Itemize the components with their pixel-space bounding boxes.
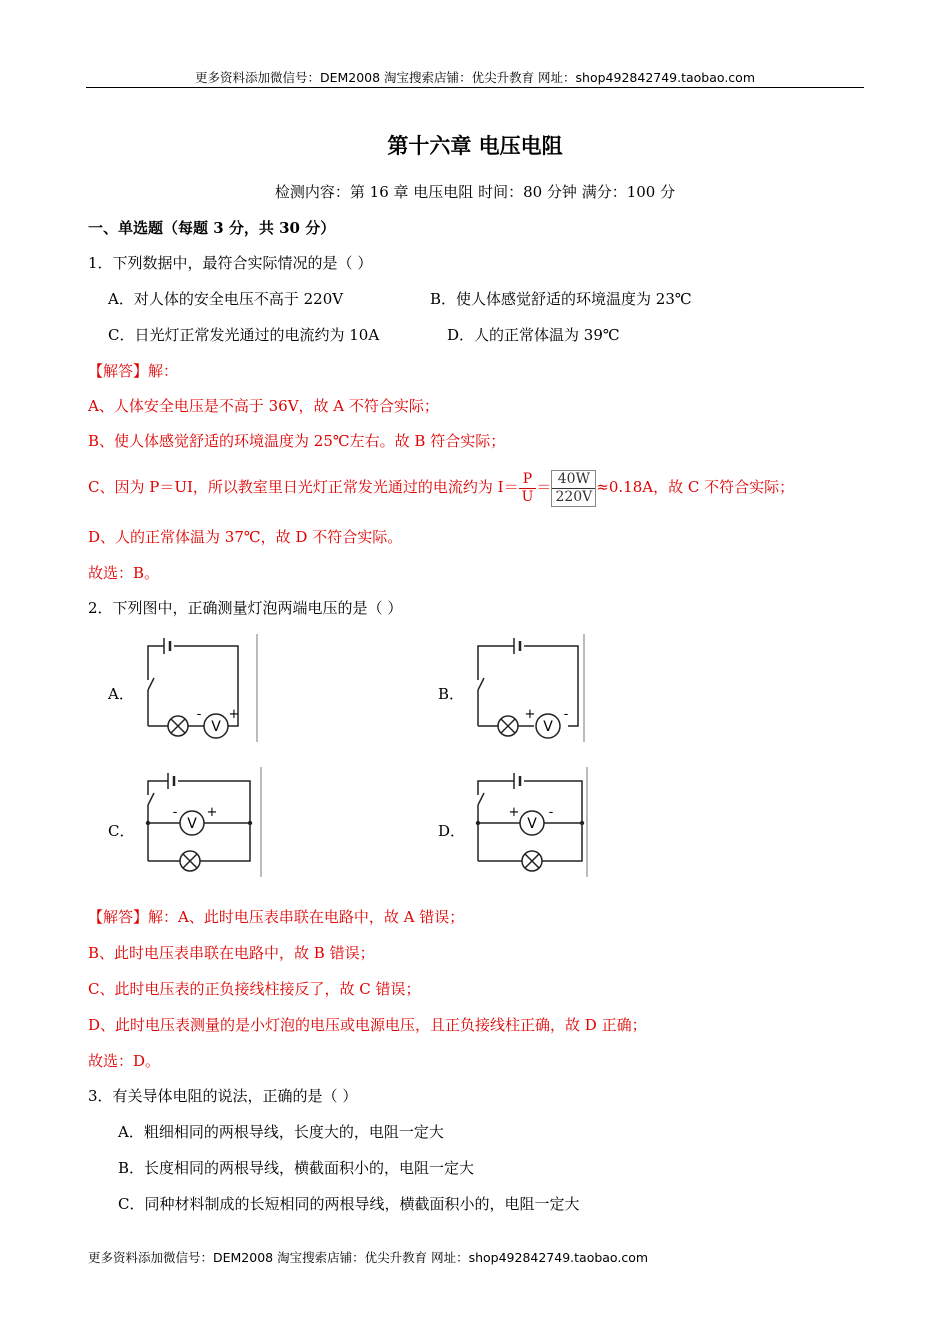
terminal-minus: -	[548, 805, 554, 820]
fraction-numerator: P	[519, 471, 537, 489]
q2-stem: 2．下列图中，正确测量灯泡两端电压的是（ ）	[88, 599, 403, 617]
q2-answer-d: D、此时电压表测量的是小灯泡的电压或电源电压，且正负接线柱正确，故 D 正确；	[88, 1016, 647, 1034]
q3-stem: 3．有关导体电阻的说法，正确的是（ ）	[88, 1087, 358, 1105]
q1-answer-a: A、人体安全电压是不高于 36V，故 A 不符合实际；	[88, 397, 439, 415]
circuit-diagram-a	[140, 630, 260, 745]
q2-label-c: C．	[108, 822, 135, 840]
q2-label-a: A．	[108, 685, 134, 703]
q1-answer-choice: 故选：B。	[88, 564, 160, 582]
fraction-numerator: 40W	[552, 471, 595, 489]
voltmeter-label: V	[543, 719, 553, 735]
q1-answer-b: B、使人体感觉舒适的环境温度为 25℃左右。故 B 符合实际；	[88, 432, 506, 450]
q3-option-b: B．长度相同的两根导线，横截面积小的，电阻一定大	[118, 1159, 475, 1177]
circuit-diagram-b	[470, 630, 590, 745]
q3-option-c: C．同种材料制成的长短相同的两根导线，横截面积小的，电阻一定大	[118, 1195, 580, 1213]
q2-answer-c: C、此时电压表的正负接线柱接反了，故 C 错误；	[88, 980, 421, 998]
q2-label-d: D．	[438, 822, 466, 840]
voltmeter-label: V	[211, 719, 221, 735]
fraction-p-over-u	[519, 471, 537, 506]
q1-option-a: A．对人体的安全电压不高于 220V	[108, 290, 344, 308]
voltmeter-label: V	[187, 816, 197, 832]
q3-option-a: A．粗细相同的两根导线，长度大的，电阻一定大	[118, 1123, 444, 1141]
q1-answer-c	[88, 466, 794, 508]
q1-stem: 1．下列数据中，最符合实际情况的是（ ）	[88, 254, 373, 272]
fraction-40w-over-220v	[551, 470, 596, 507]
equals-sign: ＝	[536, 478, 552, 496]
q1-option-c: C．日光灯正常发光通过的电流约为 10A	[108, 326, 380, 344]
voltmeter-label: V	[527, 816, 537, 832]
q1-answer-d: D、人的正常体温为 37℃，故 D 不符合实际。	[88, 528, 403, 546]
q2-answer-a: 【解答】解：A、此时电压表串联在电路中，故 A 错误；	[88, 908, 465, 926]
terminal-minus: -	[196, 707, 202, 722]
page-title: 第十六章 电压电阻	[387, 134, 563, 158]
terminal-plus: +	[206, 805, 218, 820]
q2-answer-b: B、此时电压表串联在电路中，故 B 错误；	[88, 944, 375, 962]
terminal-plus: +	[524, 707, 536, 722]
q1-answer-c-pre: C、因为 P＝UI，所以教室里日光灯正常发光通过的电流约为 I＝	[88, 478, 519, 496]
terminal-minus: -	[172, 805, 178, 820]
terminal-plus: +	[228, 707, 240, 722]
q2-label-b: B．	[438, 685, 465, 703]
page-subtitle: 检测内容：第 16 章 电压电阻 时间：80 分钟 满分：100 分	[274, 183, 676, 201]
q1-option-d: D．人的正常体温为 39℃	[447, 326, 620, 344]
header-rule	[86, 87, 864, 88]
circuit-diagram-d	[470, 765, 595, 880]
q1-answer-c-post: ≈0.18A，故 C 不符合实际；	[596, 478, 795, 496]
circuit-diagram-c	[140, 765, 265, 880]
page-footer: 更多资料添加微信号：DEM2008 淘宝搜索店铺：优尖升教育 网址：shop492842749.taobao.com	[88, 1250, 649, 1265]
fraction-denominator: U	[521, 488, 534, 505]
q1-option-b: B．使人体感觉舒适的环境温度为 23℃	[430, 290, 692, 308]
q2-answer-choice: 故选：D。	[88, 1052, 161, 1070]
q1-answer-head: 【解答】解：	[88, 362, 179, 380]
fraction-denominator: 220V	[555, 488, 593, 505]
terminal-plus: +	[508, 805, 520, 820]
section-heading: 一、单选题（每题 3 分，共 30 分）	[88, 219, 336, 237]
page-header: 更多资料添加微信号：DEM2008 淘宝搜索店铺：优尖升教育 网址：shop492842749.taobao.com	[194, 70, 756, 85]
terminal-minus: -	[563, 707, 569, 722]
